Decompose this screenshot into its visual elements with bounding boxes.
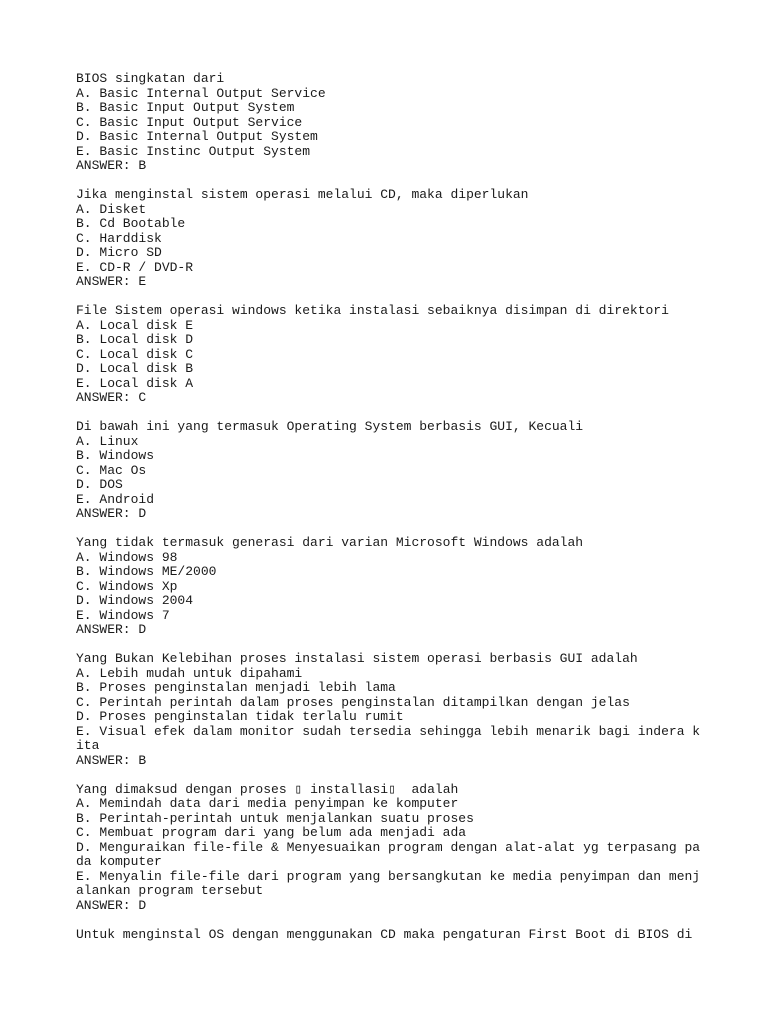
answer-option: da komputer (76, 854, 162, 869)
question-text: Yang tidak termasuk generasi dari varian Microsoft Windows adalah (76, 535, 584, 550)
answer-option: B. Basic Input Output System (76, 100, 295, 115)
question-block (76, 72, 756, 174)
document-page (76, 72, 756, 957)
question-block (76, 783, 756, 914)
answer-key: ANSWER: D (76, 622, 147, 637)
answer-option: C. Membuat program dari yang belum ada menjadi ada (76, 825, 467, 840)
answer-key: ANSWER: E (76, 274, 147, 289)
answer-option: A. Lebih mudah untuk dipahami (76, 665, 303, 681)
question-block (76, 536, 756, 638)
question-text: File Sistem operasi windows ketika instalasi sebaiknya disimpan di direktori (76, 303, 669, 318)
answer-option: A. Basic Internal Output Service (76, 85, 326, 101)
answer-option: A. Linux (76, 433, 139, 449)
answer-option: C. Harddisk (76, 230, 162, 246)
answer-key: ANSWER: D (76, 506, 147, 521)
answer-option: D. Basic Internal Output System (76, 129, 318, 144)
answer-option: B. Windows ME/2000 (76, 564, 217, 579)
answer-option: E. Local disk A (76, 375, 194, 391)
question-block (76, 652, 756, 768)
answer-option: E. Windows 7 (76, 607, 170, 623)
answer-option: A. Windows 98 (76, 549, 178, 565)
answer-option: D. Menguraikan file-file & Menyesuaikan program dengan alat-alat yg terpasang pa (76, 839, 701, 855)
answer-option: E. Android (76, 491, 155, 507)
question-block (76, 928, 756, 943)
answer-option: ita (76, 738, 100, 753)
answer-option: D. Micro SD (76, 245, 162, 260)
answer-option: A. Local disk E (76, 317, 194, 333)
answer-option: D. DOS (76, 477, 123, 492)
question-text: Yang Bukan Kelebihan proses instalasi sistem operasi berbasis GUI adalah (76, 651, 638, 666)
answer-option: D. Local disk B (76, 361, 194, 376)
answer-option: C. Local disk C (76, 346, 194, 362)
question-text: Jika menginstal sistem operasi melalui CD, maka diperlukan (76, 187, 529, 202)
question-text: Untuk menginstal OS dengan menggunakan CD maka pengaturan First Boot di BIOS di (76, 926, 693, 942)
answer-key: ANSWER: B (76, 752, 147, 768)
answer-option: D. Windows 2004 (76, 593, 194, 608)
answer-key: ANSWER: C (76, 390, 147, 405)
answer-option: C. Mac Os (76, 462, 147, 478)
answer-option: C. Basic Input Output Service (76, 114, 303, 130)
answer-option: D. Proses penginstalan tidak terlalu rumit (76, 709, 404, 724)
answer-option: B. Local disk D (76, 332, 194, 347)
answer-option: B. Windows (76, 448, 155, 463)
answer-option: E. CD-R / DVD-R (76, 259, 194, 275)
answer-key: ANSWER: B (76, 158, 147, 173)
question-block (76, 420, 756, 522)
answer-option: B. Perintah-perintah untuk menjalankan suatu proses (76, 810, 474, 826)
answer-option: C. Perintah perintah dalam proses penginstalan ditampilkan dengan jelas (76, 694, 630, 710)
answer-option: alankan program tersebut (76, 883, 264, 898)
question-text: Di bawah ini yang termasuk Operating System berbasis GUI, Kecuali (76, 419, 584, 434)
question-text: Yang dimaksud dengan proses ▯ installasi▯ adalah (76, 781, 459, 797)
question-text: BIOS singkatan dari (76, 71, 225, 86)
answer-key: ANSWER: D (76, 897, 147, 913)
answer-option: E. Visual efek dalam monitor sudah tersedia sehingga lebih menarik bagi indera k (76, 723, 701, 739)
answer-option: C. Windows Xp (76, 578, 178, 594)
answer-option: B. Cd Bootable (76, 216, 186, 231)
answer-option: A. Disket (76, 201, 147, 217)
question-block (76, 188, 756, 290)
answer-option: E. Basic Instinc Output System (76, 143, 311, 159)
answer-option: E. Menyalin file-file dari program yang bersangkutan ke media penyimpan dan menj (76, 868, 701, 884)
answer-option: A. Memindah data dari media penyimpan ke komputer (76, 796, 459, 811)
answer-option: B. Proses penginstalan menjadi lebih lama (76, 680, 396, 695)
question-block (76, 304, 756, 406)
